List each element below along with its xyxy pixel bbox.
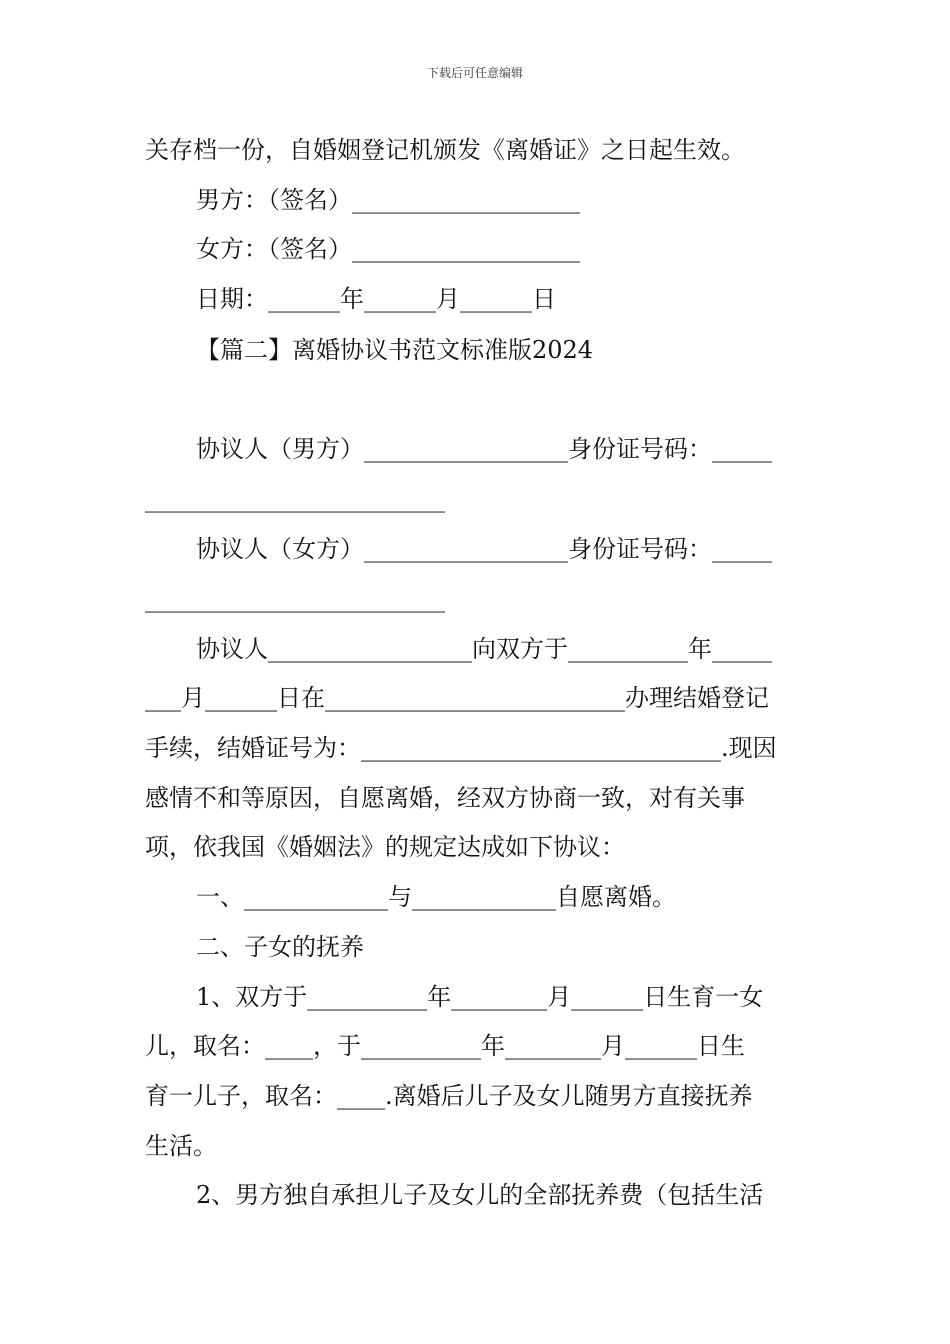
text-line: 项，依我国《婚姻法》的规定达成如下协议： [145, 833, 625, 861]
text-line: _________________________ [145, 485, 445, 513]
text-line: 2、男方独自承担儿子及女儿的全部抚养费（包括生活 [196, 1181, 764, 1209]
text-line: 一、____________与____________自愿离婚。 [196, 883, 676, 911]
text-line: ___月______日在_________________________办理结婚登记 [145, 684, 769, 712]
text-line: 育一儿子，取名：____.离婚后儿子及女儿随男方直接抚养 [145, 1082, 753, 1110]
text-line: 协议人（男方）_________________身份证号码：_____ [196, 435, 772, 463]
text-line: 1、双方于__________年________月______日生育一女 [196, 983, 764, 1011]
text-line: 生活。 [145, 1132, 217, 1160]
female-signature-line: 女方：（签名）___________________ [196, 235, 580, 263]
date-line: 日期：______年______月______日 [196, 285, 556, 313]
text-line: _________________________ [145, 585, 445, 613]
text-line: 协议人（女方）_________________身份证号码：_____ [196, 535, 772, 563]
text-line: 协议人_________________向双方于__________年_____ [196, 635, 772, 663]
text-line: 关存档一份，自婚姻登记机颁发《离婚证》之日起生效。 [145, 136, 745, 164]
text-line: 感情不和等原因，自愿离婚，经双方协商一致，对有关事 [145, 784, 745, 812]
page-header: 下载后可任意编辑 [426, 66, 523, 80]
text-line: 儿，取名：____，于__________年________月______日生 [145, 1032, 745, 1060]
male-signature-line: 男方：（签名）___________________ [196, 186, 580, 214]
text-line: 手续，结婚证号为：______________________________.现因 [145, 734, 777, 762]
text-line: 二、子女的抚养 [196, 933, 364, 961]
section-heading: 【篇二】离婚协议书范文标准版2024 [196, 336, 594, 364]
